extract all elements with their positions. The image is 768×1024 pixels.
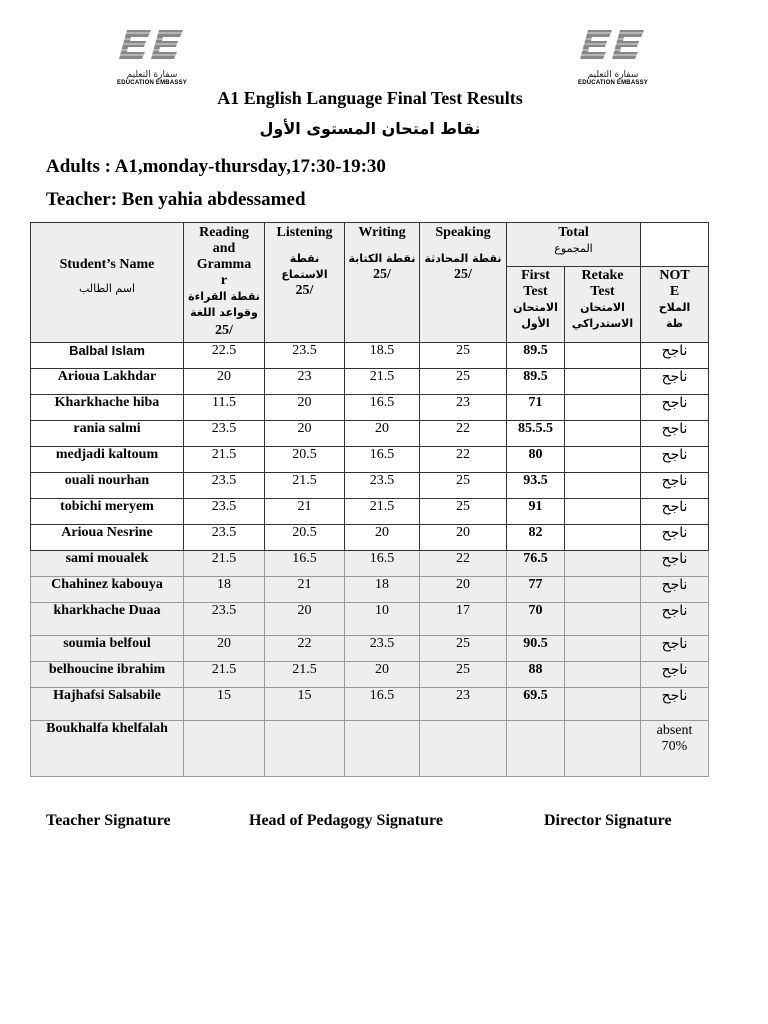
reading-score: 23.5 <box>184 603 265 636</box>
header-retake-en: Retake Test <box>581 268 624 299</box>
table-row <box>31 603 709 636</box>
note-value: ناجح <box>641 421 709 447</box>
student-name: Hajhafsi Salsabile <box>31 688 184 721</box>
student-name: kharkhache Duaa <box>31 603 184 636</box>
first-test-total: 80 <box>507 447 565 473</box>
speaking-score: 22 <box>420 421 507 447</box>
reading-score <box>184 721 265 777</box>
retake-test-total <box>565 421 641 447</box>
listening-score: 23 <box>265 369 345 395</box>
note-value: ناجح <box>641 447 709 473</box>
group-line: Adults : A1,monday-thursday,17:30-19:30 <box>46 156 386 177</box>
teacher-signature-label: Teacher Signature <box>46 812 171 829</box>
header-listening <box>265 223 345 343</box>
header-listening-max: 25/ <box>295 283 314 298</box>
table-row <box>31 343 709 369</box>
header-speaking-max: 25/ <box>454 267 472 282</box>
student-name: Chahinez kabouya <box>31 577 184 603</box>
reading-score: 21.5 <box>184 551 265 577</box>
retake-test-total <box>565 688 641 721</box>
reading-score: 21.5 <box>184 447 265 473</box>
header-first-ar: الامتحان الأول <box>513 301 558 330</box>
writing-score: 16.5 <box>345 688 420 721</box>
retake-test-total <box>565 525 641 551</box>
note-value: ناجح <box>641 577 709 603</box>
header-note-ar: الملاح ظة <box>658 301 691 330</box>
header-note-en: NOT E <box>659 268 690 299</box>
first-test-total: 89.5 <box>507 369 565 395</box>
first-test-total: 82 <box>507 525 565 551</box>
first-test-total: 69.5 <box>507 688 565 721</box>
table-row <box>31 525 709 551</box>
student-name: Boukhalfa khelfalah <box>31 721 184 777</box>
writing-score: 20 <box>345 662 420 688</box>
ee-logo-icon <box>578 28 648 68</box>
header-speaking-en: Speaking <box>435 225 491 240</box>
listening-score: 20 <box>265 603 345 636</box>
note-value: absent 70% <box>641 721 709 777</box>
writing-score: 21.5 <box>345 499 420 525</box>
writing-score: 23.5 <box>345 473 420 499</box>
header-row-top <box>31 223 709 267</box>
note-value: ناجح <box>641 473 709 499</box>
retake-test-total <box>565 551 641 577</box>
writing-score: 18.5 <box>345 343 420 369</box>
retake-test-total <box>565 636 641 662</box>
note-value: ناجح <box>641 688 709 721</box>
first-test-total: 77 <box>507 577 565 603</box>
listening-score: 21.5 <box>265 662 345 688</box>
header-reading-ar: نقطة القراءة وقواعد اللغة <box>188 290 260 319</box>
note-value: ناجح <box>641 525 709 551</box>
writing-score: 16.5 <box>345 395 420 421</box>
speaking-score: 25 <box>420 499 507 525</box>
reading-score: 23.5 <box>184 525 265 551</box>
header-total-en: Total <box>558 225 589 240</box>
note-value: ناجح <box>641 636 709 662</box>
note-value: ناجح <box>641 499 709 525</box>
note-value: ناجح <box>641 369 709 395</box>
pedagogy-signature-label: Head of Pedagogy Signature <box>249 812 443 829</box>
speaking-score: 23 <box>420 395 507 421</box>
student-name: Arioua Nesrine <box>31 525 184 551</box>
writing-score: 21.5 <box>345 369 420 395</box>
header-first-en: First Test <box>521 268 550 299</box>
first-test-total: 93.5 <box>507 473 565 499</box>
reading-score: 20 <box>184 369 265 395</box>
header-speaking-ar: نقطة المحادثة <box>424 252 502 265</box>
header-writing-en: Writing <box>358 225 406 240</box>
table-row <box>31 636 709 662</box>
note-value: ناجح <box>641 395 709 421</box>
page-subtitle-arabic: نقاط امتحان المستوى الأول <box>259 119 481 138</box>
first-test-total: 89.5 <box>507 343 565 369</box>
retake-test-total <box>565 577 641 603</box>
retake-test-total <box>565 343 641 369</box>
listening-score: 15 <box>265 688 345 721</box>
speaking-score <box>420 721 507 777</box>
retake-test-total <box>565 721 641 777</box>
speaking-score: 23 <box>420 688 507 721</box>
speaking-score: 17 <box>420 603 507 636</box>
student-name: rania salmi <box>31 421 184 447</box>
reading-score: 23.5 <box>184 421 265 447</box>
table-row <box>31 421 709 447</box>
header-writing-ar: نقطة الكتابة <box>348 252 416 265</box>
speaking-score: 25 <box>420 473 507 499</box>
header-student-en: Student’s Name <box>59 257 155 272</box>
logo-english-text: EDUCATION EMBASSY <box>578 80 648 86</box>
listening-score <box>265 721 345 777</box>
table-row <box>31 551 709 577</box>
retake-test-total <box>565 395 641 421</box>
listening-score: 23.5 <box>265 343 345 369</box>
header-writing <box>345 223 420 343</box>
student-name: medjadi kaltoum <box>31 447 184 473</box>
logo-arabic-text: سفارة التعليم <box>126 70 178 80</box>
table-row <box>31 473 709 499</box>
director-signature-label: Director Signature <box>544 812 672 829</box>
header-first-test <box>507 267 565 343</box>
header-speaking <box>420 223 507 343</box>
reading-score: 11.5 <box>184 395 265 421</box>
listening-score: 20.5 <box>265 525 345 551</box>
header-note <box>641 267 709 343</box>
student-name: sami moualek <box>31 551 184 577</box>
header-blank-corner <box>641 223 709 267</box>
retake-test-total <box>565 499 641 525</box>
table-row <box>31 499 709 525</box>
reading-score: 20 <box>184 636 265 662</box>
table-row <box>31 395 709 421</box>
listening-score: 20.5 <box>265 447 345 473</box>
retake-test-total <box>565 473 641 499</box>
reading-score: 23.5 <box>184 473 265 499</box>
table-row <box>31 662 709 688</box>
student-name: Arioua Lakhdar <box>31 369 184 395</box>
reading-score: 22.5 <box>184 343 265 369</box>
writing-score: 20 <box>345 421 420 447</box>
education-embassy-logo-left <box>104 28 200 90</box>
header-reading-max: 25/ <box>215 323 233 338</box>
header-reading-en: Reading and Gramma r <box>196 225 252 288</box>
speaking-score: 25 <box>420 343 507 369</box>
logo-english-text: EDUCATION EMBASSY <box>117 80 187 86</box>
listening-score: 20 <box>265 421 345 447</box>
header-listening-en: Listening <box>276 225 333 240</box>
teacher-line: Teacher: Ben yahia abdessamed <box>46 189 306 210</box>
speaking-score: 20 <box>420 577 507 603</box>
table-row <box>31 369 709 395</box>
first-test-total: 76.5 <box>507 551 565 577</box>
speaking-score: 25 <box>420 636 507 662</box>
first-test-total: 70 <box>507 603 565 636</box>
reading-score: 18 <box>184 577 265 603</box>
writing-score: 10 <box>345 603 420 636</box>
speaking-score: 22 <box>420 551 507 577</box>
education-embassy-logo-right <box>565 28 661 90</box>
header-listening-ar: نقطة الاستماع <box>281 252 328 281</box>
header-student-name <box>31 223 184 343</box>
student-name: soumia belfoul <box>31 636 184 662</box>
first-test-total: 90.5 <box>507 636 565 662</box>
reading-score: 21.5 <box>184 662 265 688</box>
student-name: belhoucine ibrahim <box>31 662 184 688</box>
first-test-total: 71 <box>507 395 565 421</box>
page-title: A1 English Language Final Test Results <box>217 88 523 108</box>
logo-arabic-text: سفارة التعليم <box>587 70 639 80</box>
retake-test-total <box>565 447 641 473</box>
student-name: tobichi meryem <box>31 499 184 525</box>
student-name: Balbal Islam <box>31 343 184 369</box>
table-row <box>31 688 709 721</box>
header-retake-test <box>565 267 641 343</box>
reading-score: 23.5 <box>184 499 265 525</box>
speaking-score: 20 <box>420 525 507 551</box>
first-test-total: 88 <box>507 662 565 688</box>
student-name: Kharkhache hiba <box>31 395 184 421</box>
table-row <box>31 577 709 603</box>
note-value: ناجح <box>641 662 709 688</box>
listening-score: 21 <box>265 499 345 525</box>
retake-test-total <box>565 662 641 688</box>
note-value: ناجح <box>641 603 709 636</box>
first-test-total: 91 <box>507 499 565 525</box>
speaking-score: 25 <box>420 369 507 395</box>
writing-score <box>345 721 420 777</box>
table-row <box>31 447 709 473</box>
header-reading <box>184 223 265 343</box>
writing-score: 18 <box>345 577 420 603</box>
speaking-score: 25 <box>420 662 507 688</box>
retake-test-total <box>565 369 641 395</box>
note-value: ناجح <box>641 551 709 577</box>
writing-score: 23.5 <box>345 636 420 662</box>
listening-score: 21.5 <box>265 473 345 499</box>
header-retake-ar: الامتحان الاستدراكي <box>571 301 634 330</box>
listening-score: 22 <box>265 636 345 662</box>
writing-score: 16.5 <box>345 551 420 577</box>
header-student-ar: اسم الطالب <box>78 282 136 295</box>
retake-test-total <box>565 603 641 636</box>
first-test-total: 85.5.5 <box>507 421 565 447</box>
listening-score: 20 <box>265 395 345 421</box>
reading-score: 15 <box>184 688 265 721</box>
ee-logo-icon <box>117 28 187 68</box>
note-value: ناجح <box>641 343 709 369</box>
speaking-score: 22 <box>420 447 507 473</box>
table-row <box>31 721 709 777</box>
header-writing-max: 25/ <box>373 267 391 282</box>
listening-score: 21 <box>265 577 345 603</box>
student-name: ouali nourhan <box>31 473 184 499</box>
header-total-ar: المجموع <box>554 242 593 255</box>
first-test-total <box>507 721 565 777</box>
writing-score: 20 <box>345 525 420 551</box>
results-table <box>30 222 709 777</box>
listening-score: 16.5 <box>265 551 345 577</box>
writing-score: 16.5 <box>345 447 420 473</box>
header-total <box>507 223 641 267</box>
